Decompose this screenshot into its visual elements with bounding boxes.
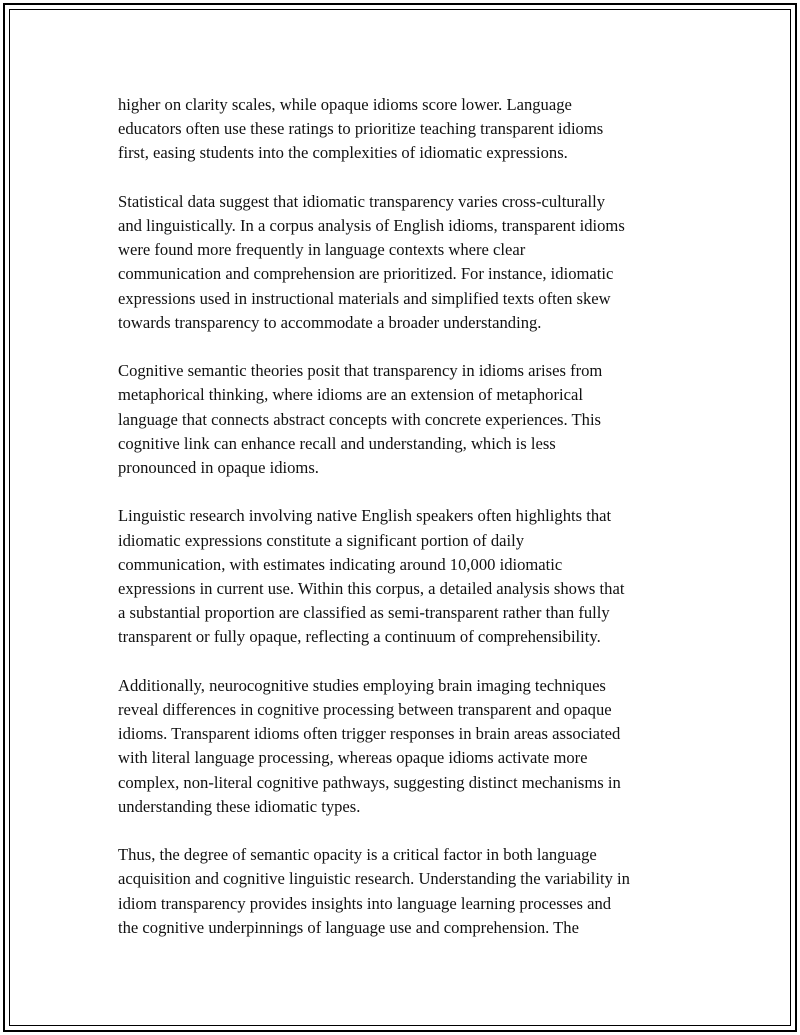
paragraph-5 — [118, 674, 690, 819]
text-line: pronounced in opaque idioms. — [118, 458, 319, 478]
text-line: communication, with estimates indicating around 10,000 idiomatic — [118, 554, 563, 574]
text-line: higher on clarity scales, while opaque idioms score lower. Language — [118, 95, 572, 114]
document-body — [118, 93, 690, 964]
text-line: Linguistic research involving native English speakers often highlights that — [118, 506, 612, 526]
text-line: reveal differences in cognitive processing between transparent and opaque — [118, 700, 612, 720]
text-line: transparent or fully opaque, reflecting a continuum of comprehensibility. — [118, 627, 601, 647]
text-line: expressions used in instructional materials and simplified texts often skew — [118, 288, 611, 308]
text-line: educators often use these ratings to prioritize teaching transparent idioms — [118, 119, 604, 139]
text-line: metaphorical thinking, where idioms are an extension of metaphorical — [118, 385, 583, 405]
text-line: understanding these idiomatic types. — [118, 796, 361, 816]
text-line: and linguistically. In a corpus analysis of English idioms, transparent idioms — [118, 216, 625, 235]
text-line: towards transparency to accommodate a broader understanding. — [118, 312, 542, 332]
text-line: language that connects abstract concepts with concrete experiences. This — [118, 409, 602, 429]
text-line: were found more frequently in language contexts where clear — [118, 240, 526, 260]
text-line: idiom transparency provides insights into language learning processes and — [118, 893, 612, 913]
text-line: Thus, the degree of semantic opacity is a critical factor in both language — [118, 845, 597, 865]
text-line: acquisition and cognitive linguistic research. Understanding the variability in — [118, 869, 630, 889]
text-line: Cognitive semantic theories posit that transparency in idioms arises from — [118, 361, 603, 381]
text-line: the cognitive underpinnings of language use and comprehension. The — [118, 917, 579, 937]
text-line: complex, non-literal cognitive pathways, suggesting distinct mechanisms in — [118, 772, 621, 792]
paragraph-2 — [118, 190, 690, 335]
paragraph-1 — [118, 93, 690, 166]
text-line: idiomatic expressions constitute a significant portion of daily — [118, 530, 525, 550]
text-line: cognitive link can enhance recall and understanding, which is less — [118, 433, 556, 453]
text-line: expressions in current use. Within this corpus, a detailed analysis shows that — [118, 579, 625, 599]
text-line: communication and comprehension are prioritized. For instance, idiomatic — [118, 264, 614, 284]
text-line: a substantial proportion are classified as semi-transparent rather than fully — [118, 603, 610, 623]
paragraph-3 — [118, 359, 690, 480]
text-line: first, easing students into the complexities of idiomatic expressions. — [118, 143, 568, 163]
text-line: Additionally, neurocognitive studies employing brain imaging techniques — [118, 675, 606, 695]
text-line: idioms. Transparent idioms often trigger responses in brain areas associated — [118, 724, 621, 744]
paragraph-6 — [118, 843, 690, 940]
paragraph-4 — [118, 504, 690, 649]
text-line: with literal language processing, whereas opaque idioms activate more — [118, 748, 588, 768]
text-line: Statistical data suggest that idiomatic transparency varies cross-culturally — [118, 191, 606, 211]
